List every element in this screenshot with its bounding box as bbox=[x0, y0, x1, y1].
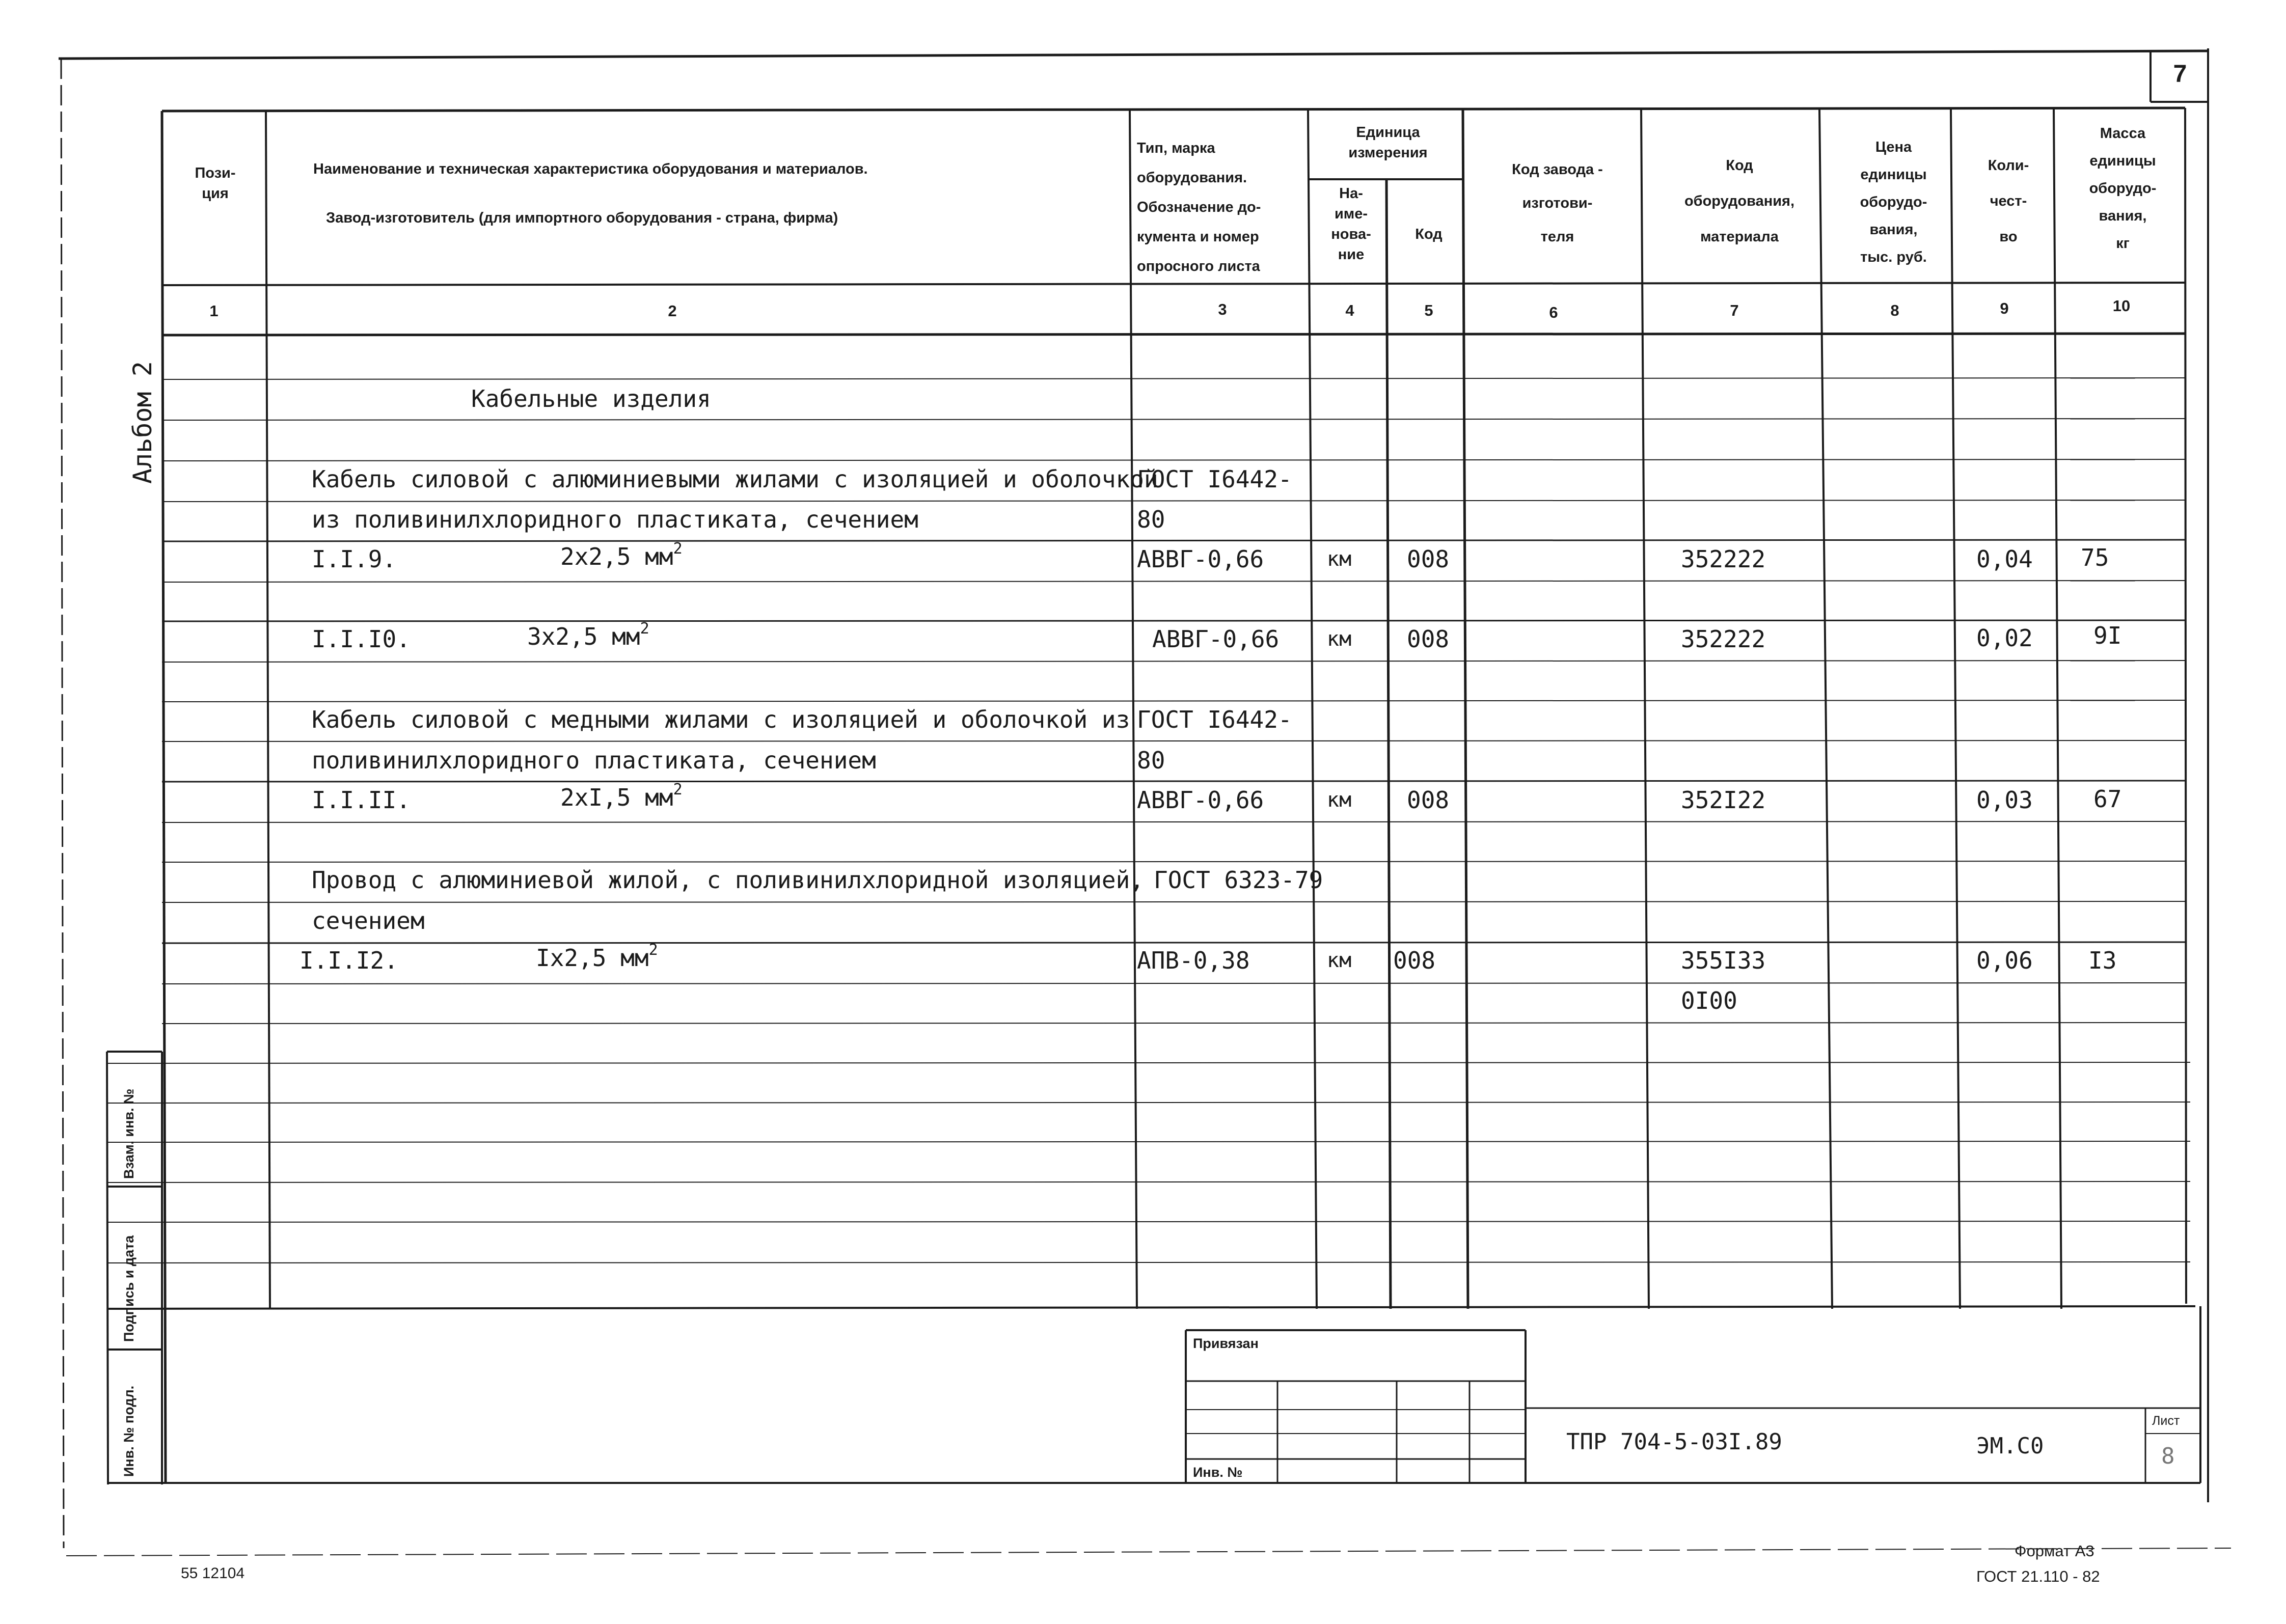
row7-unit: км bbox=[1327, 788, 1352, 812]
row3-section: 2x2,5 $мм^2$ bbox=[560, 540, 683, 570]
row3-quantity: 0,04 bbox=[1976, 545, 2033, 573]
header-unit-group: Единица измерения bbox=[1348, 124, 1428, 161]
row10-material-code: 355I33 bbox=[1681, 947, 1766, 974]
header-unit-code: Код bbox=[1415, 226, 1443, 242]
row3-position: I.I.9. bbox=[312, 545, 397, 573]
column-number-7: 7 bbox=[1730, 301, 1739, 319]
header-name-line1: Наименование и техническая характеристика оборудования и материалов. bbox=[313, 161, 868, 177]
row4-type: АВВГ-0,66 bbox=[1152, 625, 1280, 653]
row7-section: 2xI,5 $мм^2$ bbox=[560, 781, 683, 811]
row9-name: сечением bbox=[312, 907, 425, 934]
row1-doc: ГОСТ I6442- bbox=[1137, 465, 1292, 493]
row4-mass: 9I bbox=[2093, 622, 2122, 649]
row7-quantity: 0,03 bbox=[1976, 786, 2033, 814]
row6-name: поливинилхлоридного пластиката, сечением bbox=[312, 747, 876, 774]
gost-label: ГОСТ 21.110 - 82 bbox=[1976, 1567, 2100, 1585]
row1-name: Кабель силовой с алюминиевыми жилами с изоляцией и оболочкой bbox=[312, 465, 1158, 493]
row7-type: АВВГ-0,66 bbox=[1137, 786, 1264, 814]
header-material-code: Код оборудования, материала bbox=[1684, 157, 1795, 245]
header-price: Цена единицы оборудо- вания, тыс. руб. bbox=[1860, 139, 1927, 265]
row10-type: АПВ-0,38 bbox=[1137, 947, 1250, 974]
row3-type: АВВГ-0,66 bbox=[1137, 545, 1264, 573]
stamp-inv-podl: Инв. № подл. bbox=[121, 1385, 137, 1477]
row10-quantity: 0,06 bbox=[1976, 947, 2033, 974]
row5-name: Кабель силовой с медными жилами с изоляцией и оболочкой из bbox=[312, 706, 1130, 733]
document-code: ЭМ.С0 bbox=[1976, 1433, 2044, 1459]
title-block-privyazan: Привязан bbox=[1193, 1336, 1259, 1351]
column-number-3: 3 bbox=[1218, 300, 1227, 318]
row5-doc: ГОСТ I6442- bbox=[1137, 706, 1292, 733]
header-unit-name: На- име- нова- ние bbox=[1331, 185, 1371, 263]
row3-material-code: 352222 bbox=[1681, 545, 1766, 573]
row8-name: Провод с алюминиевой жилой, с поливинилхлоридной изоляцией, bbox=[312, 866, 1144, 894]
column-number-4: 4 bbox=[1345, 301, 1354, 319]
column-number-10: 10 bbox=[2112, 297, 2131, 315]
row4-quantity: 0,02 bbox=[1976, 624, 2033, 652]
album-label: Альбом 2 bbox=[128, 361, 157, 484]
column-number-5: 5 bbox=[1424, 301, 1433, 319]
column-number-8: 8 bbox=[1890, 301, 1899, 319]
row10-unit: км bbox=[1327, 949, 1352, 972]
row4-material-code: 352222 bbox=[1681, 625, 1766, 653]
row7-position: I.I.II. bbox=[312, 786, 411, 814]
row11-material-code: 0I00 bbox=[1681, 987, 1737, 1014]
row8-doc: ГОСТ 6323-79 bbox=[1154, 866, 1323, 894]
stamp-podpis-data: Подпись и дата bbox=[121, 1235, 137, 1342]
row10-mass: I3 bbox=[2088, 947, 2117, 974]
sheet-label: Лист bbox=[2152, 1414, 2180, 1428]
header-position: Пози- ция bbox=[195, 165, 236, 202]
format-label: Формат А3 bbox=[2015, 1542, 2094, 1560]
row4-section: 3x2,5 $мм^2$ bbox=[527, 620, 649, 650]
row7-mass: 67 bbox=[2093, 785, 2122, 813]
header-mass: Масса единицы оборудо- вания, кг bbox=[2089, 125, 2157, 252]
row4-position: I.I.I0. bbox=[312, 625, 411, 653]
row2-doc: 80 bbox=[1137, 506, 1165, 533]
section-title: Кабельные изделия bbox=[471, 385, 711, 412]
stamp-vzam-inv: Взам. инв. № bbox=[121, 1088, 137, 1179]
row10-unit-code: 008 bbox=[1393, 947, 1436, 974]
page-number: 7 bbox=[2173, 61, 2187, 88]
bottom-left-code: 55 12104 bbox=[181, 1565, 245, 1582]
header-name-line2: Завод-изготовитель (для импортного оборудования - страна, фирма) bbox=[326, 210, 838, 226]
title-block-inv-no: Инв. № bbox=[1193, 1465, 1243, 1480]
row7-material-code: 352I22 bbox=[1681, 786, 1766, 814]
row4-unit: км bbox=[1327, 627, 1352, 651]
sheet-number: 8 bbox=[2161, 1443, 2175, 1469]
row2-name: из поливинилхлоридного пластиката, сечением bbox=[312, 506, 918, 533]
header-quantity: Коли- чест- во bbox=[1988, 157, 2029, 245]
row6-doc: 80 bbox=[1137, 747, 1165, 774]
column-number-6: 6 bbox=[1549, 304, 1558, 321]
row7-unit-code: 008 bbox=[1407, 786, 1450, 814]
header-factory-code: Код завода - изготови- теля bbox=[1512, 161, 1603, 245]
column-number-2: 2 bbox=[668, 302, 677, 320]
project-code: ТПР 704-5-03I.89 bbox=[1566, 1429, 1782, 1455]
column-number-1: 1 bbox=[209, 302, 219, 320]
row3-unit: км bbox=[1327, 547, 1352, 571]
row3-mass: 75 bbox=[2081, 544, 2109, 571]
row4-unit-code: 008 bbox=[1407, 625, 1450, 653]
column-number-9: 9 bbox=[2000, 299, 2009, 317]
row10-position: I.I.I2. bbox=[300, 947, 398, 974]
row10-section: Ix2,5 $мм^2$ bbox=[536, 941, 658, 972]
header-type: Тип, марка оборудования. Обозначение до- кумента и номер опросного листа bbox=[1137, 140, 1261, 274]
row3-unit-code: 008 bbox=[1407, 545, 1450, 573]
